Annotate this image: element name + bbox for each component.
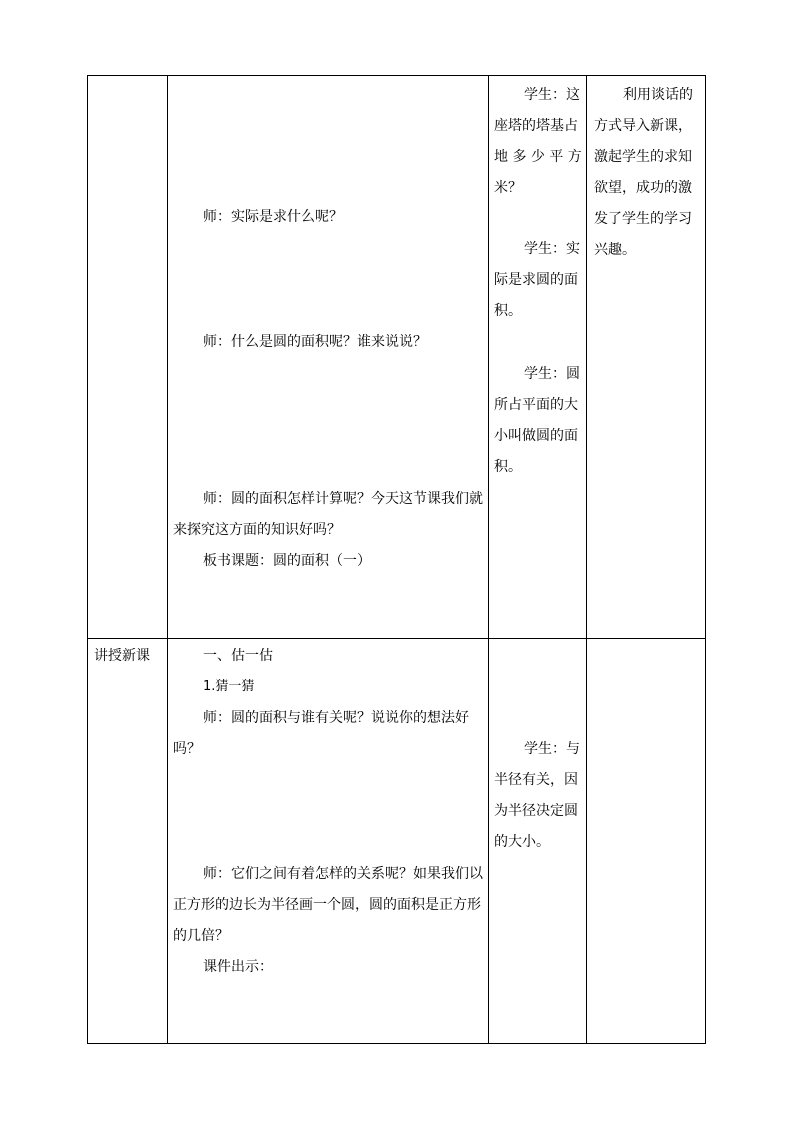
row-divider bbox=[87, 638, 706, 639]
student-answer-3-line2: 所占平面的大 bbox=[494, 397, 578, 413]
teacher-question-5-line3: 的几倍？ bbox=[173, 928, 229, 944]
teacher-question-5-line2: 正方形的边长为半径画一个圆，圆的面积是正方形 bbox=[173, 897, 481, 913]
student-answer-4-line4: 的大小。 bbox=[494, 834, 550, 850]
student-answer-3-line3: 小叫做圆的面 bbox=[494, 428, 578, 444]
intent-line-2: 方式导入新课， bbox=[594, 118, 692, 134]
column-divider-3 bbox=[586, 75, 587, 1044]
courseware-display: 课件出示： bbox=[203, 959, 273, 975]
column-divider-2 bbox=[488, 75, 489, 1044]
student-answer-3-line4: 积。 bbox=[494, 459, 522, 475]
teacher-question-2: 师：什么是圆的面积呢？谁来说说？ bbox=[203, 334, 427, 350]
table-top-border bbox=[87, 75, 706, 76]
subsection-heading: 1.猜一猜 bbox=[203, 679, 255, 694]
teacher-question-4-line1: 师：圆的面积与谁有关呢？说说你的想法好 bbox=[203, 710, 469, 726]
intent-line-1: 利用谈话的 bbox=[623, 87, 693, 103]
section-heading: 一、估一估 bbox=[203, 648, 273, 664]
column-divider-1 bbox=[167, 75, 168, 1044]
student-answer-1-line2: 座塔的塔基占 bbox=[494, 118, 578, 134]
table-bottom-border bbox=[87, 1043, 706, 1044]
teacher-question-3-line2: 来探究这方面的知识好吗？ bbox=[173, 522, 341, 538]
teacher-question-4-line2: 吗？ bbox=[173, 741, 201, 757]
student-answer-1-line3: 地 多 少 平 方 bbox=[494, 149, 582, 165]
student-answer-4-line3: 为半径决定圆 bbox=[494, 803, 578, 819]
table-right-border bbox=[705, 75, 706, 1044]
intent-line-3: 激起学生的求知 bbox=[594, 149, 692, 165]
intent-line-6: 兴趣。 bbox=[594, 242, 636, 258]
student-answer-2-line1: 学生：实 bbox=[524, 241, 580, 257]
table-left-border bbox=[87, 75, 88, 1044]
stage-label: 讲授新课 bbox=[94, 648, 150, 664]
board-title: 板书课题：圆的面积（一） bbox=[203, 553, 371, 569]
student-answer-4-line1: 学生：与 bbox=[524, 741, 580, 757]
teacher-question-1: 师：实际是求什么呢？ bbox=[203, 209, 343, 225]
teacher-question-5-line1: 师：它们之间有着怎样的关系呢？如果我们以 bbox=[203, 866, 483, 882]
student-answer-1-line4: 米？ bbox=[494, 180, 522, 196]
intent-line-4: 欲望，成功的激 bbox=[594, 180, 692, 196]
student-answer-1-line1: 学生：这 bbox=[524, 87, 580, 103]
intent-line-5: 发了学生的学习 bbox=[594, 211, 692, 227]
student-answer-2-line2: 际是求圆的面 bbox=[494, 272, 578, 288]
student-answer-2-line3: 积。 bbox=[494, 303, 522, 319]
teacher-question-3-line1: 师：圆的面积怎样计算呢？今天这节课我们就 bbox=[203, 491, 483, 507]
student-answer-3-line1: 学生：圆 bbox=[524, 366, 580, 382]
student-answer-4-line2: 半径有关，因 bbox=[494, 772, 578, 788]
